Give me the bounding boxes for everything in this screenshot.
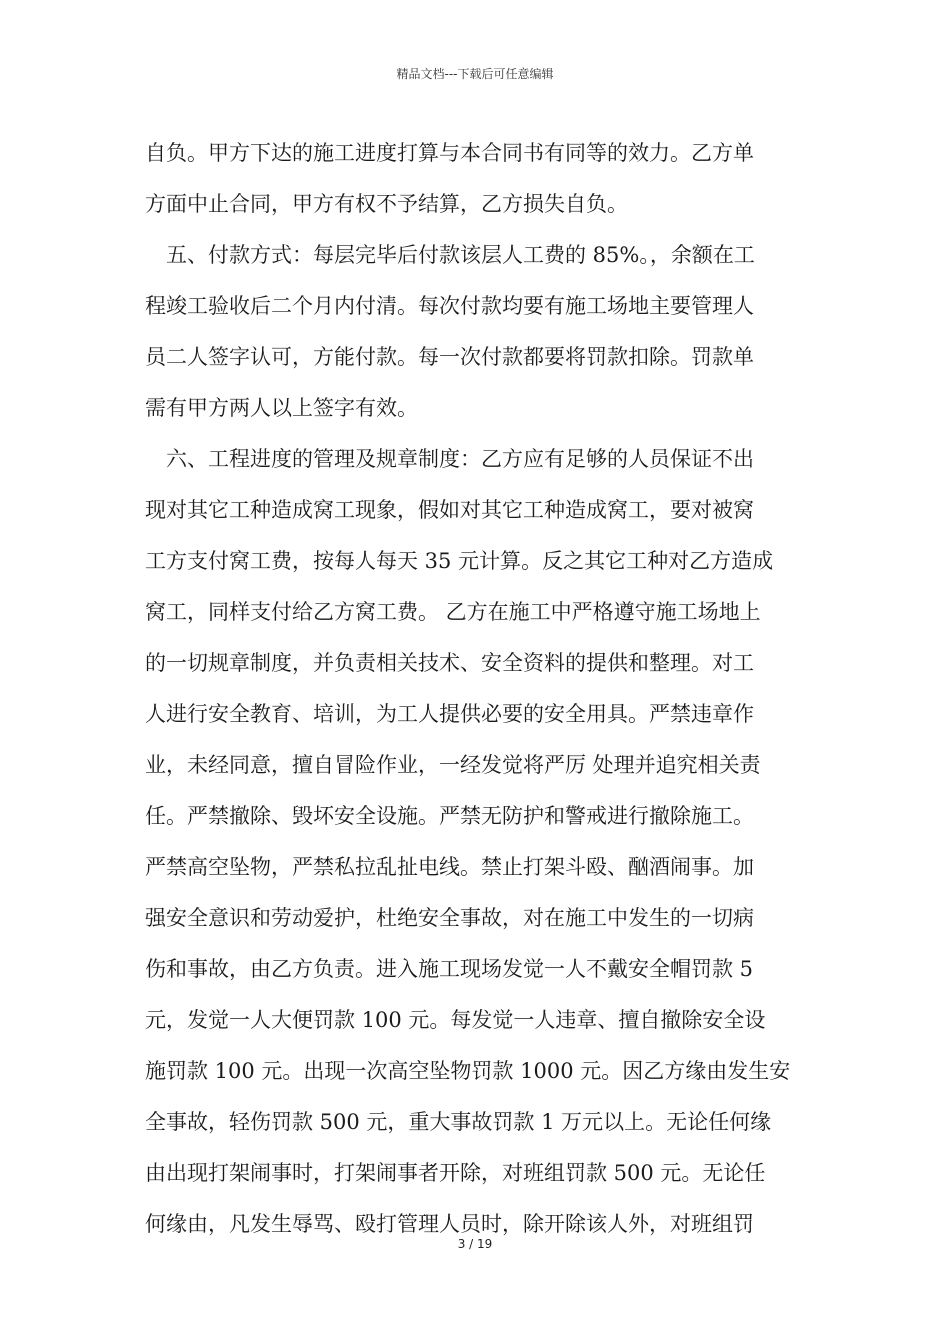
text-line: 伤和事故，由乙方负责。进入施工现场发觉一人不戴安全帽罚款 5 bbox=[145, 957, 754, 981]
text-line: 任。严禁撤除、毁坏安全设施。严禁无防护和警戒进行撤除施工。 bbox=[145, 804, 754, 828]
text-line: 的一切规章制度，并负责相关技术、安全资料的提供和整理。对工 bbox=[145, 651, 754, 675]
text-line: 何缘由，凡发生辱骂、殴打管理人员时，除开除该人外，对班组罚 bbox=[145, 1212, 754, 1236]
page-number: 3 / 19 bbox=[457, 1237, 493, 1251]
text-line: 人进行安全教育、培训，为工人提供必要的安全用具。严禁违章作 bbox=[145, 702, 754, 726]
text-line: 由出现打架闹事时，打架闹事者开除，对班组罚款 500 元。无论任 bbox=[145, 1161, 766, 1185]
text-line: 窝工，同样支付给乙方窝工费。 乙方在施工中严格遵守施工场地上 bbox=[145, 600, 761, 624]
text-line: 元，发觉一人大便罚款 100 元。每发觉一人违章、擅自撤除安全设 bbox=[145, 1008, 766, 1032]
text-line: 六、工程进度的管理及规章制度：乙方应有足够的人员保证不出 bbox=[166, 447, 754, 471]
text-line: 现对其它工种造成窝工现象，假如对其它工种造成窝工，要对被窝 bbox=[145, 498, 754, 522]
text-line: 五、付款方式：每层完毕后付款该层人工费的 85%。，余额在工 bbox=[166, 243, 755, 267]
text-line: 员二人签字认可，方能付款。每一次付款都要将罚款扣除。罚款单 bbox=[145, 345, 754, 369]
text-line: 自负。甲方下达的施工进度打算与本合同书有同等的效力。乙方单 bbox=[145, 141, 754, 165]
text-line: 业，未经同意，擅自冒险作业，一经发觉将严厉 处理并追究相关责 bbox=[145, 753, 761, 777]
text-line: 严禁高空坠物，严禁私拉乱扯电线。禁止打架斗殴、酗酒闹事。加 bbox=[145, 855, 754, 879]
text-line: 方面中止合同，甲方有权不予结算，乙方损失自负。 bbox=[145, 192, 628, 216]
text-line: 工方支付窝工费，按每人每天 35 元计算。反之其它工种对乙方造成 bbox=[145, 549, 774, 573]
text-line: 施罚款 100 元。出现一次高空坠物罚款 1000 元。因乙方缘由发生安 bbox=[145, 1059, 791, 1083]
text-line: 全事故，轻伤罚款 500 元，重大事故罚款 1 万元以上。无论任何缘 bbox=[145, 1110, 772, 1134]
text-line: 强安全意识和劳动爱护，杜绝安全事故，对在施工中发生的一切病 bbox=[145, 906, 754, 930]
page-header: 精品文档---下载后可任意编辑 bbox=[396, 67, 554, 81]
text-line: 程竣工验收后二个月内付清。每次付款均要有施工场地主要管理人 bbox=[145, 294, 754, 318]
document-body bbox=[145, 128, 810, 1250]
text-line: 需有甲方两人以上签字有效。 bbox=[145, 396, 418, 420]
